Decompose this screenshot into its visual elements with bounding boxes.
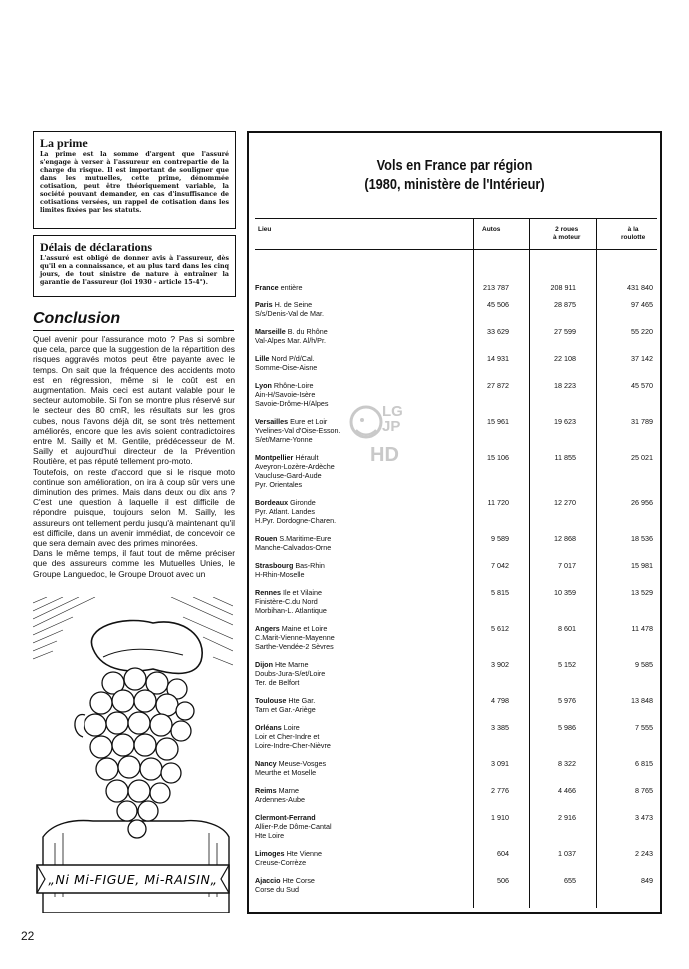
region-name: Strasbourg <box>255 561 294 570</box>
cell-autos: 3 091 <box>491 759 509 768</box>
cell-autos: 45 506 <box>487 300 509 309</box>
cell-roues: 5 986 <box>558 723 576 732</box>
region-name: Versailles <box>255 417 289 426</box>
region-departments: Creuse-Corrèze <box>255 858 307 867</box>
region-departments: Loir et Cher-Indre et <box>255 732 320 741</box>
prime-title: La prime <box>40 136 88 150</box>
cell-roues: 11 855 <box>554 453 576 462</box>
region-departments: H-Rhin-Moselle <box>255 570 305 579</box>
cell-roues: 18 223 <box>554 381 576 390</box>
region-departments: Val-Alpes Mar. Al/h/Pr. <box>255 336 326 345</box>
region-departments: Corse du Sud <box>255 885 299 894</box>
table-row-region <box>255 786 485 804</box>
header-deux-roues-line2: à moteur <box>553 234 581 241</box>
header-deux-roues-line1: 2 roues <box>555 226 579 233</box>
region-departments: Yvelines-Val d'Oise-Esson. <box>255 426 341 435</box>
region-departments: S/et/Marne-Yonne <box>255 435 313 444</box>
illustration-caption: „Ni Mi-FIGUE, Mi-RAISIN„ <box>48 872 218 887</box>
region-departments: Tarn et Gar.-Ariège <box>255 705 316 714</box>
region-departments: Aveyron-Lozère-Ardèche <box>255 462 335 471</box>
table-row-region <box>255 354 485 372</box>
region-departments: Allier-P.de Dôme-Cantal <box>255 822 332 831</box>
cell-roues: 8 322 <box>558 759 576 768</box>
cell-roues: 2 916 <box>558 813 576 822</box>
region-departments: Pyr. Atlant. Landes <box>255 507 315 516</box>
conclusion-title: Conclusion <box>33 310 234 331</box>
watermark-logo <box>348 400 410 472</box>
region-name: Angers <box>255 624 280 633</box>
cell-autos: 15 106 <box>487 453 509 462</box>
region-name: Lyon <box>255 381 272 390</box>
cell-roues: 1 037 <box>558 849 576 858</box>
region-name: Lille <box>255 354 270 363</box>
region-departments: Hte Vienne <box>286 849 322 858</box>
cell-autos: 9 589 <box>491 534 509 543</box>
cell-roulotte: 3 473 <box>635 813 653 822</box>
table-row-region <box>255 300 485 318</box>
table-row-region <box>255 561 485 579</box>
conclusion-paragraph: Dans le même temps, il faut tout de même préciser que des assureurs comme les Mutuelles Unies, le Groupe Languedoc, le Groupe Drouot avec un <box>33 548 235 579</box>
conclusion-paragraph: Quel avenir pour l'assurance moto ? Pas si sombre que cela, parce que la suggestion de la répartition des risques aggravés motos peut être payante avec le temps. On sait que la fréquence des accidents moto est en régression, même si le coût est en augmentation. Mais ceci est autant valable pour le secteur automobile. Si l'on se montre plus réservé sur le secteur des 80 cmR, les résultats sur les gros cubes, nous l'avons déjà dit, se sont très nettement améliorés, encore que les avis soient contradictoires entre M. Sailly et M. Gentile, prédécesseur de M. Sailly et aujourd'hui directeur de la Prévention Routière, et pas réputé tellement pro-moto. <box>33 334 235 467</box>
region-departments: Hte Loire <box>255 831 285 840</box>
header-lieu: Lieu <box>258 226 272 233</box>
cell-roulotte: 9 585 <box>635 660 653 669</box>
region-departments: Loire <box>283 723 300 732</box>
cell-roulotte: 15 981 <box>631 561 653 570</box>
conclusion-paragraph: Toutefois, on reste d'accord que si le risque moto continue son amélioration, on ira à coup sûr vers une diminution des primes. Mais dans deux ou dix ans ? C'est une question à laquelle il est difficile de répondre puisque, toujours selon M. Sailly, les assureurs ont tellement perdu jusqu'à maintenant qu'il est difficile, dans un avenir immédiat, de concevoir ce que sera demain avec des primes minorées. <box>33 466 235 549</box>
delais-box <box>33 235 236 297</box>
table-row-region <box>255 723 485 750</box>
region-departments: Meuse-Vosges <box>278 759 327 768</box>
cell-autos: 27 872 <box>487 381 509 390</box>
table-row-region <box>255 759 485 777</box>
cell-roulotte: 45 570 <box>631 381 653 390</box>
cell-autos: 2 776 <box>491 786 509 795</box>
region-departments: Pyr. Orientales <box>255 480 303 489</box>
region-departments: Ardennes-Aube <box>255 795 305 804</box>
region-departments: Hte Gar. <box>288 696 316 705</box>
cell-autos: 14 931 <box>487 354 509 363</box>
region-name: Orléans <box>255 723 282 732</box>
region-departments: Hte Marne <box>274 660 309 669</box>
region-name: Limoges <box>255 849 285 858</box>
cell-roues: 5 152 <box>558 660 576 669</box>
region-departments: Bas-Rhin <box>295 561 325 570</box>
region-departments: Gironde <box>290 498 316 507</box>
cell-roulotte: 849 <box>641 876 653 885</box>
grape-caricature-illustration <box>33 597 233 913</box>
cell-roulotte: 7 555 <box>635 723 653 732</box>
cell-roulotte: 31 789 <box>631 417 653 426</box>
header-autos: Autos <box>482 226 501 233</box>
region-name: Nancy <box>255 759 277 768</box>
prime-body: La prime est la somme d'argent que l'assuré s'engage à verser à l'assureur en contrepartie de la charge du risque. Il est important de souligner que dans les mutuelles, cette prime, dénommée cotisation, peut être théoriquement variable, la société pouvant demander, en cas d'insuffisance de cotisations versées, un rappel de cotisation dans les limites fixées par les statuts. <box>40 151 229 214</box>
table-row-region <box>255 624 485 651</box>
header-roulotte-line1: à la <box>627 226 639 233</box>
header-roulotte <box>621 226 645 242</box>
region-departments: Meurthe et Moselle <box>255 768 317 777</box>
table-row-region <box>255 534 485 552</box>
cell-autos: 604 <box>497 849 509 858</box>
region-departments: H.Pyr. Dordogne-Charen. <box>255 516 337 525</box>
page-number: 22 <box>21 929 35 943</box>
cell-roues: 8 601 <box>558 624 576 633</box>
cell-autos: 506 <box>497 876 509 885</box>
cell-autos: 3 385 <box>491 723 509 732</box>
cell-roues: 27 599 <box>554 327 576 336</box>
cell-roues: 10 359 <box>554 588 576 597</box>
cell-autos: 15 961 <box>487 417 509 426</box>
region-departments: Hérault <box>295 453 319 462</box>
table-row-region <box>255 849 485 867</box>
cell-roulotte: 26 956 <box>631 498 653 507</box>
cell-autos: 1 910 <box>491 813 509 822</box>
cell-roulotte: 2 243 <box>635 849 653 858</box>
cell-roues: 12 270 <box>554 498 576 507</box>
cell-roues: 28 875 <box>554 300 576 309</box>
region-name: Montpellier <box>255 453 294 462</box>
region-departments: H. de Seine <box>274 300 313 309</box>
table-row-region <box>255 588 485 615</box>
region-departments: Rhône-Loire <box>273 381 314 390</box>
region-departments: Ter. de Belfort <box>255 678 300 687</box>
table-row-region <box>255 660 485 687</box>
table-title <box>274 157 636 195</box>
cell-autos: 11 720 <box>487 498 509 507</box>
cell-roulotte: 13 529 <box>631 588 653 597</box>
region-departments: S/s/Denis-Val de Mar. <box>255 309 324 318</box>
cell-roulotte: 37 142 <box>631 354 653 363</box>
region-departments: S.Maritime-Eure <box>279 534 332 543</box>
watermark-line3: HD <box>370 444 399 466</box>
region-name: Paris <box>255 300 273 309</box>
cell-roues: 208 911 <box>550 283 576 292</box>
cell-autos: 7 042 <box>491 561 509 570</box>
cell-roues: 7 017 <box>558 561 576 570</box>
cell-roues: 19 623 <box>554 417 576 426</box>
table-row-region <box>255 696 485 714</box>
cell-autos: 213 787 <box>483 283 509 292</box>
cell-roulotte: 11 478 <box>631 624 653 633</box>
table-title-line2: (1980, ministère de l'Intérieur) <box>364 177 545 193</box>
delais-title: Délais de déclarations <box>40 240 152 254</box>
cell-autos: 3 902 <box>491 660 509 669</box>
region-departments: Sarthe-Vendée-2 Sèvres <box>255 642 334 651</box>
region-departments: Ile et Vilaine <box>282 588 322 597</box>
region-name: Bordeaux <box>255 498 289 507</box>
region-departments: Loire-Indre-Cher-Nièvre <box>255 741 331 750</box>
region-departments: Ain-H/Savoie-Isère <box>255 390 316 399</box>
region-departments: Maine et Loire <box>281 624 328 633</box>
table-row-region <box>255 327 485 345</box>
table-row-region <box>255 498 485 525</box>
region-name: Marseille <box>255 327 286 336</box>
region-name: Rouen <box>255 534 278 543</box>
region-departments: Somme-Oise-Aisne <box>255 363 318 372</box>
region-departments: C.Marit-Vienne-Mayenne <box>255 633 335 642</box>
region-departments: Doubs-Jura-S/et/Loire <box>255 669 326 678</box>
caricature-drawing <box>33 597 233 913</box>
cap-shape <box>91 621 202 674</box>
cell-roues: 4 466 <box>558 786 576 795</box>
region-departments: entière <box>280 283 303 292</box>
region-departments: Hte Corse <box>282 876 315 885</box>
region-departments: Morbihan-L. Atlantique <box>255 606 327 615</box>
cell-autos: 33 629 <box>487 327 509 336</box>
region-departments: Manche-Calvados-Orne <box>255 543 332 552</box>
region-departments: Savoie-Drôme-H/Alpes <box>255 399 329 408</box>
cell-autos: 5 815 <box>491 588 509 597</box>
header-deux-roues <box>553 226 580 242</box>
cell-roulotte: 97 465 <box>631 300 653 309</box>
conclusion-text <box>33 334 235 579</box>
cell-roulotte: 55 220 <box>631 327 653 336</box>
region-name: Ajaccio <box>255 876 281 885</box>
region-departments: Marne <box>278 786 299 795</box>
delais-body: L'assuré est obligé de donner avis à l'assureur, dès qu'il en a connaissance, et au plus tard dans les cinq jours, de tout sinistre de nature à entraîner la garantie de l'assureur (loi 1930 - article 15-4°). <box>40 255 229 286</box>
region-name: Clermont-Ferrand <box>255 813 316 822</box>
cell-roulotte: 8 765 <box>635 786 653 795</box>
region-name: Toulouse <box>255 696 287 705</box>
cell-roues: 22 108 <box>554 354 576 363</box>
region-departments: Vaucluse-Gard-Aude <box>255 471 322 480</box>
watermark-line1: LG <box>382 403 403 420</box>
region-name: Reims <box>255 786 277 795</box>
region-departments: Nord P/d/Cal. <box>271 354 315 363</box>
cell-roulotte: 13 848 <box>631 696 653 705</box>
table-row-region <box>255 876 485 894</box>
cell-roues: 655 <box>564 876 576 885</box>
cell-roulotte: 431 840 <box>627 283 653 292</box>
cell-roues: 5 976 <box>558 696 576 705</box>
cell-autos: 5 612 <box>491 624 509 633</box>
table-row-region <box>255 813 485 840</box>
prime-box <box>33 131 236 229</box>
cell-roulotte: 18 536 <box>631 534 653 543</box>
header-roulotte-line2: roulotte <box>621 234 646 241</box>
cell-roues: 12 868 <box>554 534 576 543</box>
watermark-line2: JP <box>382 418 401 435</box>
cell-roulotte: 6 815 <box>635 759 653 768</box>
region-departments: B. du Rhône <box>287 327 328 336</box>
cell-roulotte: 25 021 <box>631 453 653 462</box>
region-departments: Eure et Loir <box>290 417 328 426</box>
table-title-line1: Vols en France par région <box>376 158 533 174</box>
region-name: France <box>255 283 279 292</box>
region-name: Dijon <box>255 660 273 669</box>
table-row-region <box>255 283 485 292</box>
region-departments: Finistère-C.du Nord <box>255 597 318 606</box>
region-name: Rennes <box>255 588 281 597</box>
cell-autos: 4 798 <box>491 696 509 705</box>
